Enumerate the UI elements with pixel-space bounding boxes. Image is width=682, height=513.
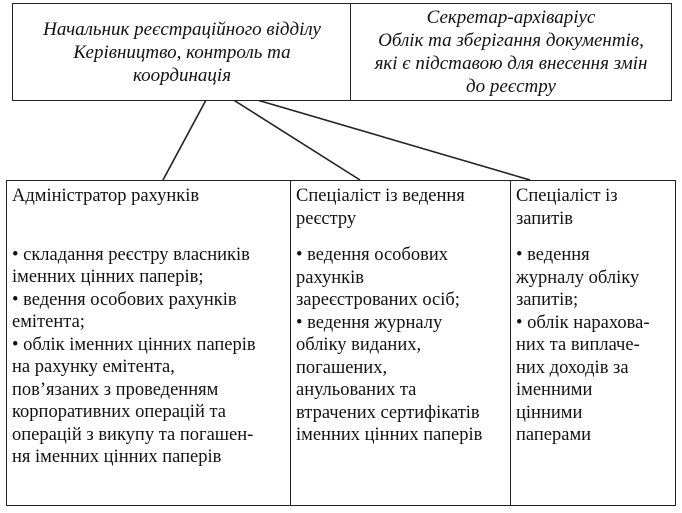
requests-specialist-title: Спеціаліст із запитів — [516, 186, 618, 229]
registry-specialist-item-1: • ведення особових рахунків зареєстрованих осіб; — [296, 245, 460, 310]
requests-specialist-box — [510, 180, 676, 506]
registry-specialist-title: Спеціаліст із ведення реєстру — [296, 186, 465, 229]
requests-specialist-item-2: • облік нарахова- них та виплаче- них доходів за іменними цінними паперами — [516, 312, 650, 445]
accounts-administrator-title: Адміністратор рахунків — [12, 186, 200, 206]
secretary-line-3: які є підставою для внесення змін — [374, 53, 648, 74]
registry-specialist-item-2: • ведення журналу обліку виданих, погашених, анульованих та втрачених сертифікатів іменних цінних паперів — [296, 312, 483, 445]
requests-specialist-item-1: • ведення журналу обліку запитів; — [516, 245, 640, 310]
secretary-line-4: до реєстру — [466, 76, 556, 97]
head-line-3: координація — [132, 64, 232, 86]
secretary-line-1: Секретар-архіваріус — [426, 7, 596, 28]
head-of-department-box — [12, 3, 352, 101]
head-line-1: Начальник реєстраційного відділу — [43, 18, 321, 40]
accounts-administrator-box — [6, 180, 292, 506]
secretary-archivist-box — [350, 3, 672, 101]
secretary-line-2: Облік та зберігання документів, — [378, 30, 644, 51]
head-line-2: Керівництво, контроль та — [73, 41, 291, 63]
accounts-administrator-item-1: • складання реєстру власників іменних цінних паперів; — [12, 244, 250, 287]
accounts-administrator-item-3: • облік іменних цінних паперів на рахунку емітента, пов’язаних з проведенням корпоративних операцій та операцій з викупу та погашен- ня іменних цінних паперів — [12, 334, 256, 467]
accounts-administrator-item-2: • ведення особових рахунків емітента; — [12, 289, 237, 332]
registry-specialist-box — [290, 180, 512, 506]
